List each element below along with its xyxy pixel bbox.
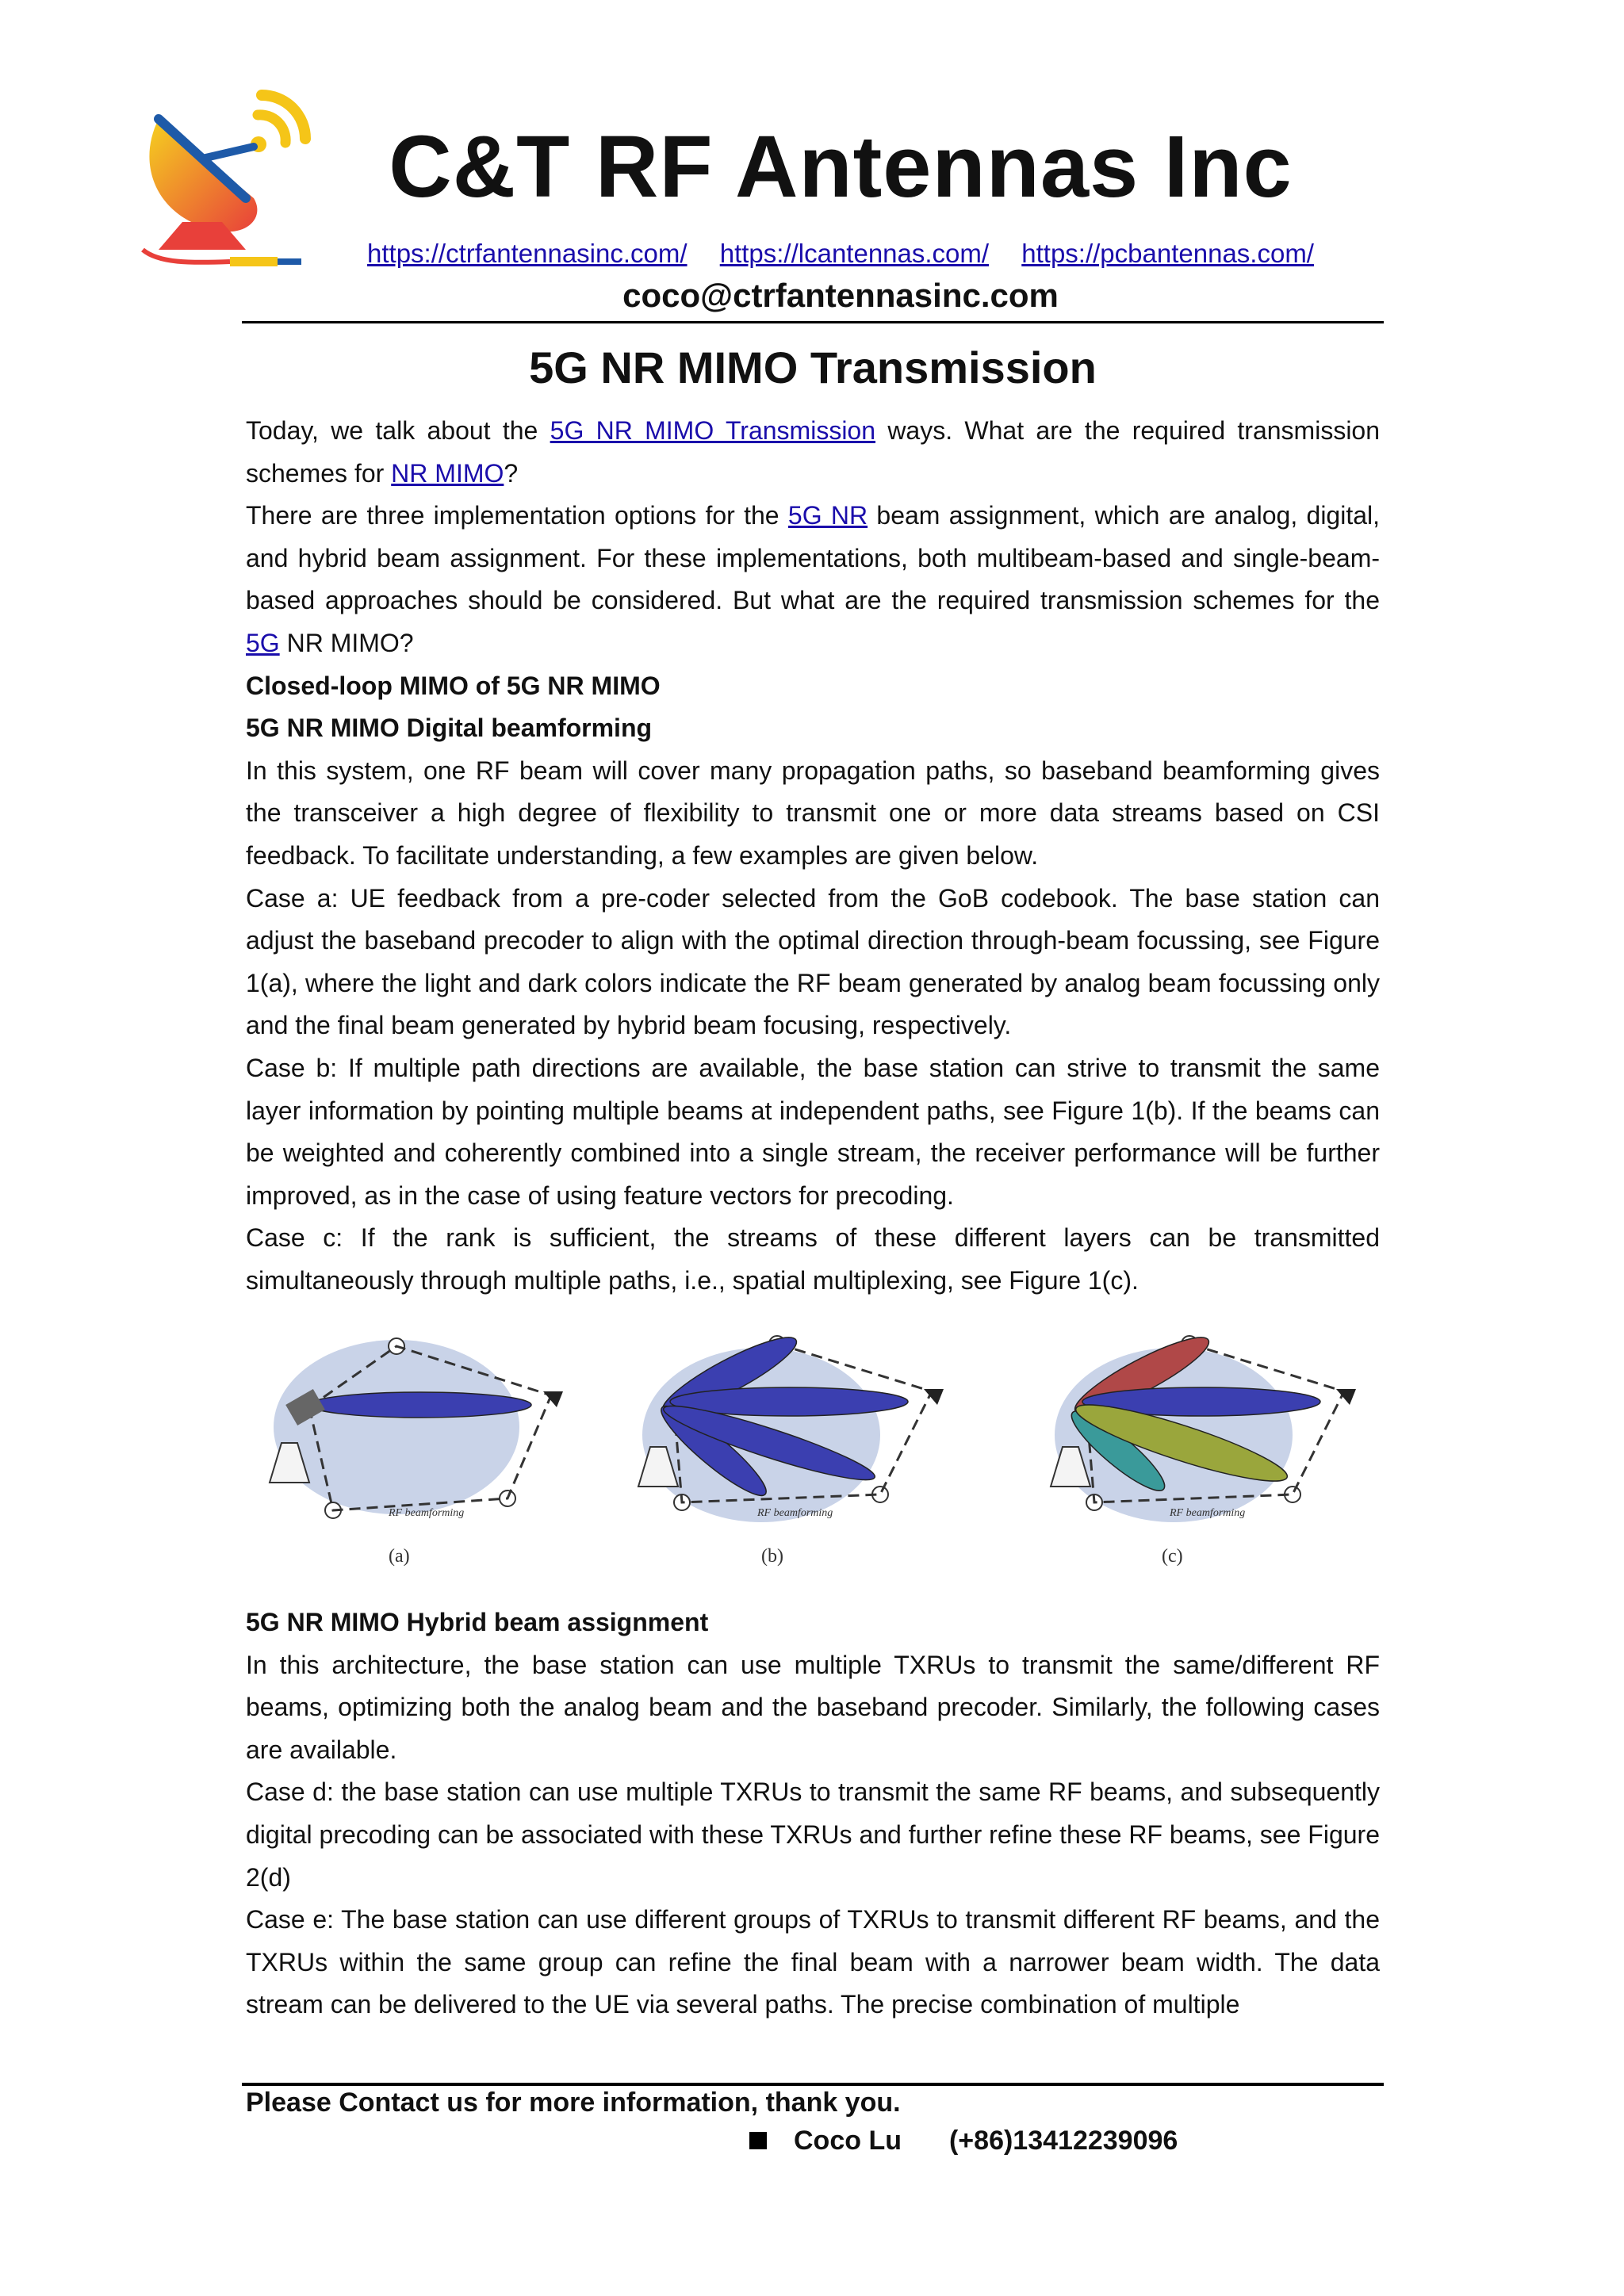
paragraph: In this architecture, the base station can use multiple TXRUs to transmit the same/different RF beams, optimizing both the analog beam and the baseband precoder. Similarly, the following cases are available. — [246, 1650, 1380, 1764]
case-e-paragraph: Case e: The base station can use different groups of TXRUs to transmit different RF beams, and the TXRUs within the same group can refine the final beam with a narrower beam width. The data stream can be delivered to the UE via several paths. The precise combination of multiple — [246, 1905, 1380, 2019]
link-5g[interactable]: 5G — [246, 628, 280, 657]
figure-inner-label-c: RF beamforming — [1170, 1507, 1246, 1519]
section-heading-hybrid: 5G NR MIMO Hybrid beam assignment — [246, 1608, 709, 1636]
figure-caption-b: (b) — [761, 1546, 783, 1567]
figure-panel-a — [270, 1338, 563, 1567]
company-name: C&T RF Antennas Inc — [389, 118, 1293, 216]
header-divider — [242, 321, 1384, 323]
page-title: 5G NR MIMO Transmission — [529, 342, 1097, 392]
figure-caption-c: (c) — [1162, 1546, 1183, 1567]
case-b-paragraph: Case b: If multiple path directions are available, the base station can strive to transmit the same layer information by pointing multiple beams at independent paths, see Figure 1(b). If the beams can be weighted and coherently combined into a single stream, the receiver performance will be further improved, as in the case of using feature vectors for precoding. — [246, 1053, 1380, 1210]
contact-name: Coco Lu — [794, 2126, 902, 2156]
contact-email: coco@ctrfantennasinc.com — [622, 277, 1059, 314]
figure-inner-label-b: RF beamforming — [757, 1507, 833, 1519]
bullet-square-icon — [749, 2132, 767, 2149]
article-body-continued — [246, 1601, 1380, 2026]
intro-paragraph-2: There are three implementation options for the 5G NR beam assignment, which are analog, digital, and hybrid beam assignment. For these implementations, both multibeam-based and single-beam-based approaches should be considered. But what are the required transmission schemes for the 5G NR MIMO? — [246, 501, 1381, 657]
link-5g-nr[interactable]: 5G NR — [787, 501, 868, 530]
figure-panel-b — [638, 1332, 944, 1567]
figure-1-beamforming — [238, 1332, 1388, 1570]
footer-contact-person — [749, 2125, 1178, 2157]
paragraph: In this system, one RF beam will cover many propagation paths, so baseband beamforming gives the transceiver a high degree of flexibility to transmit one or more data streams based on CSI feedback. To facilitate understanding, a few examples are given below. — [246, 756, 1380, 870]
link-pcbantennas[interactable]: https://pcbantennas.com/ — [1021, 239, 1314, 268]
case-c-paragraph: Case c: If the rank is sufficient, the streams of these different layers can be transmitted simultaneously through multiple paths, i.e., spatial multiplexing, see Figure 1(c). — [246, 1223, 1380, 1295]
link-nr-mimo[interactable]: NR MIMO — [391, 458, 504, 488]
section-heading: Closed-loop MIMO of 5G NR MIMO — [246, 671, 661, 700]
figure-panel-c — [1051, 1332, 1356, 1567]
intro-paragraph-1: Today, we talk about the 5G NR MIMO Transmission ways. What are the required transmission schemes for NR MIMO? — [246, 416, 1381, 488]
article-body — [246, 410, 1380, 1302]
case-d-paragraph: Case d: the base station can use multiple TXRUs to transmit the same RF beams, and subsequently digital precoding can be associated with these TXRUs and further refine these RF beams, see Figure 2(d) — [246, 1777, 1380, 1892]
subsection-heading: 5G NR MIMO Digital beamforming — [246, 714, 653, 743]
link-ctrfantennasinc[interactable]: https://ctrfantennasinc.com/ — [367, 239, 688, 268]
footer-contact-text: Please Contact us for more information, thank you. — [246, 2087, 901, 2118]
footer-divider — [242, 2083, 1384, 2086]
link-5g-nr-mimo-transmission[interactable]: 5G NR MIMO Transmission — [550, 416, 876, 445]
header-links — [238, 238, 1443, 270]
link-lcantennas[interactable]: https://lcantennas.com/ — [719, 239, 990, 268]
contact-phone: (+86)13412239096 — [948, 2126, 1178, 2156]
figure-inner-label-a: RF beamforming — [389, 1507, 465, 1519]
figure-caption-a: (a) — [389, 1546, 410, 1567]
case-a-paragraph: Case a: UE feedback from a pre-coder selected from the GoB codebook. The base station can adjust the baseband precoder to align with the optimal direction through-beam focussing, see Figure 1(a), where the light and dark colors indicate the RF beam generated by analog beam focussing only and the final beam generated by hybrid beam focusing, respectively. — [246, 883, 1380, 1040]
